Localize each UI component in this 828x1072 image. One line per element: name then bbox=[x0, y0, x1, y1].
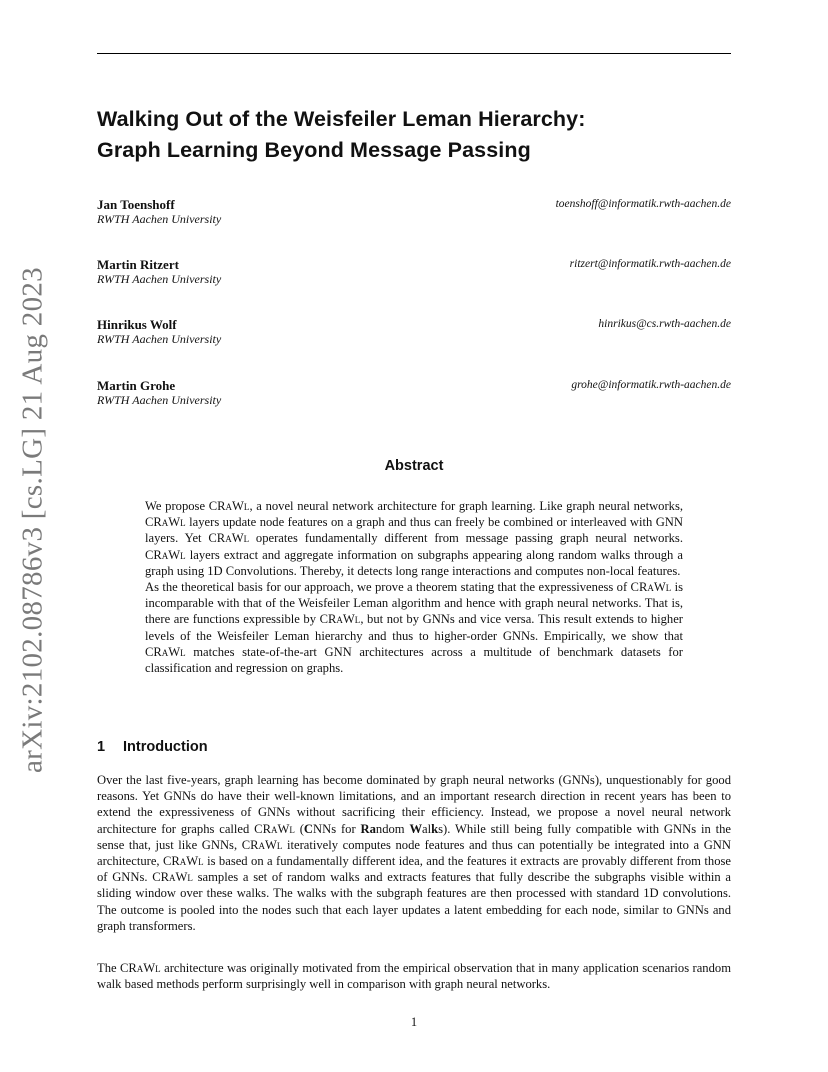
author-email: ritzert@informatik.rwth-aachen.de bbox=[569, 258, 731, 270]
paper-title bbox=[97, 104, 731, 166]
abstract-paragraph-1: We propose CRaWl, a novel neural network architecture for graph learning. Like graph neural networks, CRaWl layers update node features on a graph and thus can freely be combined or interleaved with GNN layers. Yet CRaWl operates fundamentally different from message passing graph neural networks. CRaWl layers extract and aggregate information on subgraphs appearing along random walks through a graph using 1D Convolutions. Thereby, it detects long range interactions and computes non-local features. bbox=[145, 499, 684, 578]
section-title: Introduction bbox=[123, 739, 208, 755]
author-email: grohe@informatik.rwth-aachen.de bbox=[571, 379, 731, 391]
author-affiliation: RWTH Aachen University bbox=[97, 393, 222, 407]
abstract-body bbox=[145, 498, 683, 676]
section-heading bbox=[97, 739, 208, 755]
author-email: toenshoff@informatik.rwth-aachen.de bbox=[555, 198, 731, 210]
title-line-2: Graph Learning Beyond Message Passing bbox=[97, 138, 531, 162]
author-block bbox=[97, 197, 731, 231]
author-affiliation: RWTH Aachen University bbox=[97, 332, 222, 346]
author-name: Martin Grohe bbox=[97, 378, 176, 393]
intro-paragraph-1: Over the last five-years, graph learning has become dominated by graph neural networks (GNNs), unquestionably for good reasons. Yet GNNs do have their well-known limitations, and an important research direction in recent years has been to extend the expressiveness of GNNs without sacrificing their efficiency. Instead, we propose a novel neural network architecture for graphs called CRaWl (CNNs for Random Walks). While still being fully compatible with GNNs in the sense that, just like GNNs, CRaWl iteratively computes node features and thus can potentially be integrated into a GNN architecture, CRaWl is based on a fundamentally different idea, and the features it extracts are provably different from those of GNNs. CRaWl samples a set of random walks and extracts features that fully describe the subgraphs visible within a sliding window over these walks. The walks with the subgraph features are then processed with standard 1D convolutions. The outcome is pooled into the nodes such that each layer updates a latent embedding for each node, similar to GNNs and graph transformers. bbox=[97, 773, 731, 933]
author-block bbox=[97, 378, 731, 412]
author-name: Martin Ritzert bbox=[97, 257, 179, 272]
top-rule bbox=[97, 53, 731, 54]
abstract-heading: Abstract bbox=[384, 458, 444, 474]
author-affiliation: RWTH Aachen University bbox=[97, 272, 222, 286]
intro-paragraph-2: The CRaWl architecture was originally motivated from the empirical observation that in many application scenarios random walk based methods perform surprisingly well in comparison with graph neural networks. bbox=[97, 961, 731, 992]
author-name: Jan Toenshoff bbox=[97, 197, 175, 212]
title-line-1: Walking Out of the Weisfeiler Leman Hierarchy: bbox=[97, 107, 586, 131]
author-block bbox=[97, 317, 731, 351]
author-affiliation: RWTH Aachen University bbox=[97, 212, 222, 226]
section-number: 1 bbox=[97, 739, 106, 755]
author-name: Hinrikus Wolf bbox=[97, 317, 177, 332]
abstract-paragraph-2: As the theoretical basis for our approach, we prove a theorem stating that the expressiveness of CRaWl is incomparable with that of the Weisfeiler Leman algorithm and hence with graph neural networks. That is, there are functions expressible by CRaWl, but not by GNNs and vice versa. This result extends to higher levels of the Weisfeiler Leman hierarchy and thus to higher-order GNNs. Empirically, we show that CRaWl matches state-of-the-art GNN architectures across a multitude of benchmark datasets for classification and regression on graphs. bbox=[145, 580, 683, 676]
arxiv-stamp: arXiv:2102.08786v3 [cs.LG] 21 Aug 2023 bbox=[16, 267, 49, 773]
author-block bbox=[97, 257, 731, 291]
author-email: hinrikus@cs.rwth-aachen.de bbox=[598, 318, 731, 330]
page-number: 1 bbox=[410, 1015, 418, 1029]
